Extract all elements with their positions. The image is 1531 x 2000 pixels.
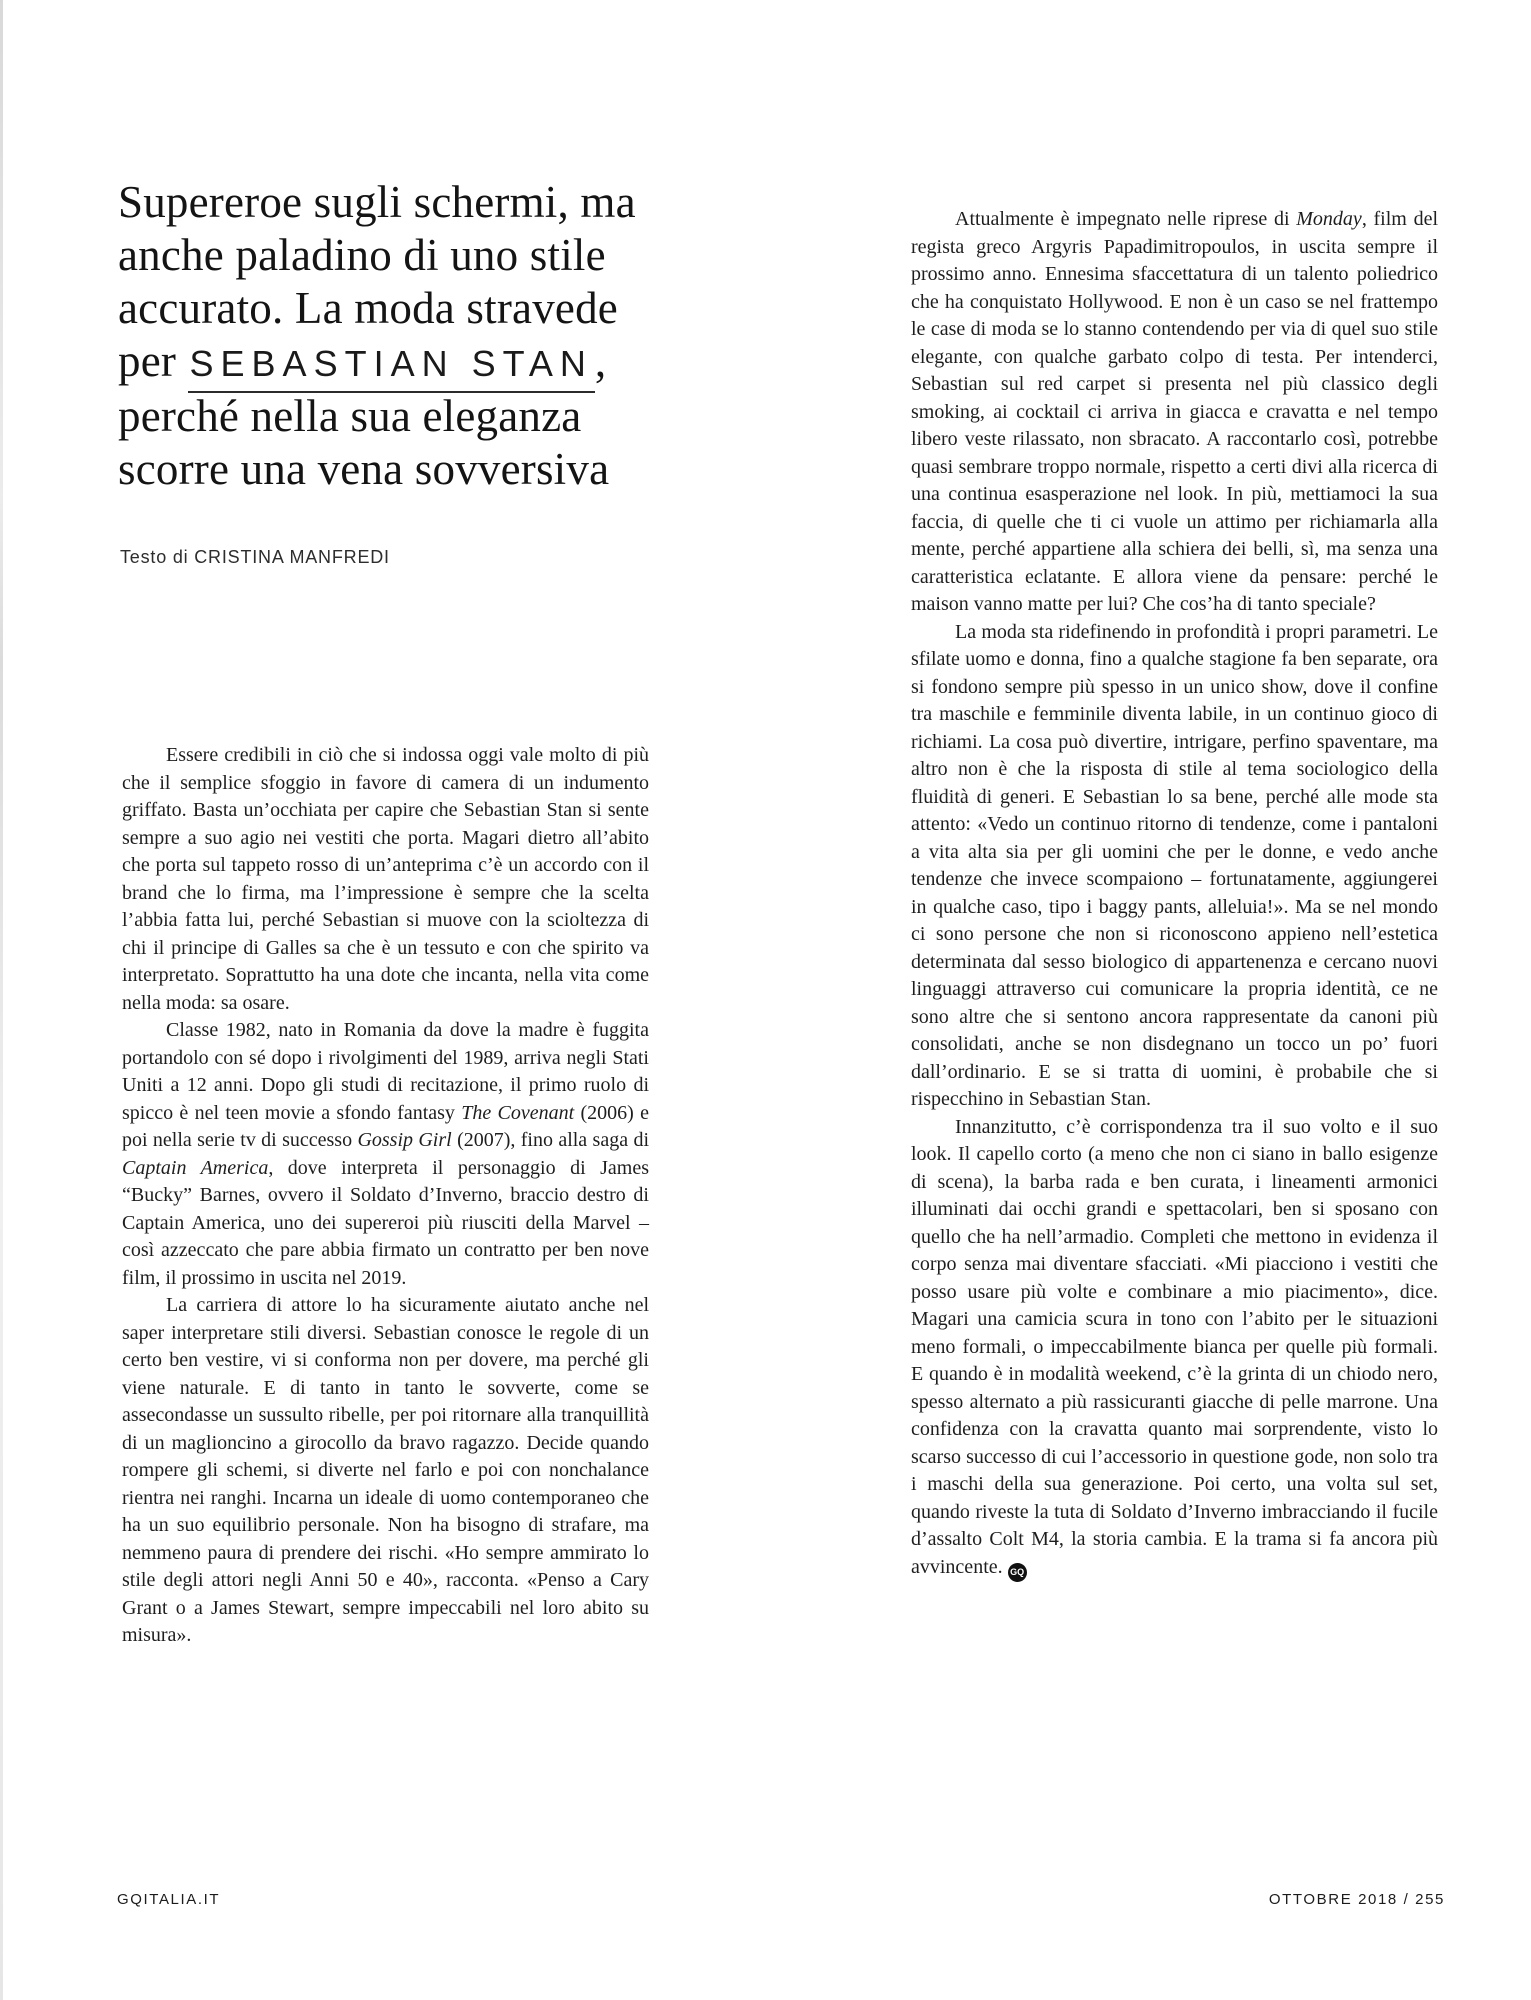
text-segment: perché nella sua eleganza [118, 391, 582, 441]
page-edge-shadow [0, 0, 3, 2000]
text-segment: per [118, 336, 188, 386]
text-segment: (2006) e poi nella serie tv di successo [122, 1101, 650, 1151]
footer-issue-page: OTTOBRE 2018 / 255 [1268, 1891, 1445, 1908]
italic-title-segment: Captain America [122, 1156, 269, 1179]
text-segment: Innanzitutto, c’è corrispondenza tra il suo volto e il suo look. Il capello corto (a meno che non ci siano in ballo esigenze di scena), la barba rada e ben curata, i lineamenti armonici illuminati dai occhi grandi e spettacolari, ben si sposano con quello che ha nell’armadio. Completi che mettono in evidenza il corpo senza mai diventare sfacciati. «Mi piacciono i vestiti che posso usare più volte e combinare a mio piacimento», dice. Magari una camicia scura in tono con l’abito per le situazioni meno formali, o impeccabilmente bianca per quelle più formali. E quando è in modalità weekend, c’è la grinta di un chiodo nero, spesso alternato a più rassicuranti giacche di pelle marrone. Una confidenza con la cravatta quanto mai sorprendente, visto lo scarso successo di cui l’accessorio in questione gode, non solo tra i maschi della sua generazione. Poi certo, una volta sul set, quando riveste la tuta di Soldato d’Inverno imbracciando il fucile d’assalto Colt M4, la storia cambia. E la trama si fa ancora più avvincente. [911, 1115, 1438, 1578]
text-segment: scorre una vena sovversiva [118, 444, 610, 494]
italic-title-segment: Gossip Girl [357, 1129, 452, 1151]
article-headline [118, 176, 636, 496]
byline-text: Testo di CRISTINA MANFREDI [120, 547, 390, 567]
headline-line [118, 443, 636, 496]
body-paragraph [911, 206, 1438, 619]
italic-title-segment: Monday [1296, 208, 1362, 230]
headline-line [118, 390, 636, 443]
text-segment: , dove interpreta il personaggio di James “Bucky” Barnes, ovvero il Soldato d’Inverno, braccio destro di Captain America, uno dei supereroi più riusciti della Marvel – così azzeccato che pare abbia firmato un contratto per ben nove film, il prossimo in uscita nel 2019. [122, 1156, 649, 1289]
body-paragraph [911, 619, 1438, 1114]
text-segment: Classe 1982, nato in Romania da dove la madre è fuggita portandolo con sé dopo i rivolgimenti del 1989, arriva negli Stati Uniti a 12 anni. Dopo gli studi di recitazione, il primo ruolo di spicco è nel teen movie a sfondo fantasy [122, 1019, 649, 1124]
text-segment: accurato. La moda stravede [118, 283, 618, 333]
body-paragraph [122, 1017, 649, 1292]
text-segment: Essere credibili in ciò che si indossa oggi vale molto di più che il semplice sfoggio in favore di camera di un indumento griffato. Basta un’occhiata per capire che Sebastian Stan si sente sempre a suo agio nei vestiti che porta. Magari dietro all’abito che porta sul tappeto rosso di un’anteprima c’è un accordo con il brand che lo firma, ma l’impressione è sempre che la scelta l’abbia fatta lui, perché Sebastian si muove con la scioltezza di chi il principe di Galles sa che è un tessuto e con che spirito va interpretato. Soprattutto ha una dote che incanta, nella vita come nella moda: sa osare. [122, 744, 649, 1014]
text-segment: (2007), fino alla saga di [451, 1129, 649, 1151]
body-column-left [122, 742, 649, 1832]
text-segment: La moda sta ridefinendo in profondità i propri parametri. Le sfilate uomo e donna, fino a qualche stagione fa ben separate, ora si fondono sempre più spesso in un unico show, dove il confine tra maschile e femminile diventa labile, in un continuo gioco di richiami. La cosa può divertire, intrigare, perfino spaventare, ma altro non è che la risposta di stile al tema sociologico della fluidità di generi. E Sebastian lo sa bene, perché alle mode sta attento: «Vedo un continuo ritorno di tendenze, come i pantaloni a vita alta sia per gli uomini che per le donne, e vedo anche tendenze che invece scompaiono – fortunatamente, aggiungerei in qualche caso, tipo i baggy pants, alleluia!». Ma se nel mondo ci sono persone che non si riconoscono appieno nell’estetica determinata dal sesso biologico di appartenenza e cercano nuovi linguaggi attraverso cui comunicare la propria identità, ce ne sono altre che si sentono ancora rappresentate da canoni più consolidati, anche se non disdegnano un tocco un po’ fuori dall’ordinario. E se si tratta di uomini, è probabile che si rispecchino in Sebastian Stan. [911, 620, 1438, 1110]
headline-line [118, 282, 636, 335]
body-paragraph [122, 1292, 649, 1650]
gq-endmark-icon: GQ [1008, 1563, 1027, 1582]
text-segment: , [594, 336, 607, 386]
headline-line [118, 176, 636, 229]
text-segment: Attualmente è impegnato nelle riprese di [955, 208, 1297, 230]
headline-line [118, 335, 636, 390]
text-segment: anche paladino di uno stile [118, 230, 606, 280]
italic-title-segment: The Covenant [461, 1101, 575, 1124]
body-paragraph [122, 742, 649, 1017]
text-segment: La carriera di attore lo ha sicuramente aiutato anche nel saper interpretare stili diversi. Sebastian conosce le regole di un certo ben vestire, vi si conforma non per dovere, ma perché gli viene naturale. E di tanto in tanto le sovverte, come se assecondasse un sussulto ribelle, per poi ritornare alla tranquillità di un maglioncino a girocollo da bravo ragazzo. Decide quando rompere gli schemi, si diverte nel farlo e poi con nonchalance rientra nei ranghi. Incarna un ideale di uomo contemporaneo che ha un suo equilibrio personale. Non ha bisogno di strafare, ma nemmeno paura di prendere dei rischi. «Ho sempre ammirato lo stile degli attori negli Anni 50 e 40», racconta. «Penso a Cary Grant o a James Stewart, sempre impeccabili nel loro abito su misura». [122, 1294, 649, 1646]
body-paragraph [911, 1114, 1438, 1582]
byline [120, 547, 390, 568]
highlighted-name: SEBASTIAN STAN [188, 343, 595, 393]
text-segment: , film del regista greco Argyris Papadimitropoulos, in uscita sempre il prossimo anno. Ennesima sfaccettatura di un talento poliedrico che ha conquistato Hollywood. E non è un caso se nel frattempo le case di moda se lo stanno contendendo per via di quel suo stile elegante, con qualche garbato colpo di testa. Per intenderci, Sebastian sul red carpet si presenta nel più classico degli smoking, ai cocktail ci arriva in giacca e cravatta e nel tempo libero veste rilassato, non sbracato. A raccontarlo così, potrebbe quasi sembrare troppo normale, rispetto a certi divi alla ricerca di una continua esasperazione nel look. In più, mettiamoci la sua faccia, di quelle che ti ci vuole un attimo per richiamarla alla mente, perché appartiene alla schiera dei belli, sì, ma senza una caratteristica eclatante. E allora viene da pensare: perché le maison vanno matte per lui? Che cos’ha di tanto speciale? [911, 208, 1438, 615]
footer-site-url: GQITALIA.IT [117, 1891, 221, 1908]
body-column-right [911, 206, 1438, 1846]
text-segment: Supereroe sugli schermi, ma [118, 177, 636, 227]
headline-line [118, 229, 636, 282]
